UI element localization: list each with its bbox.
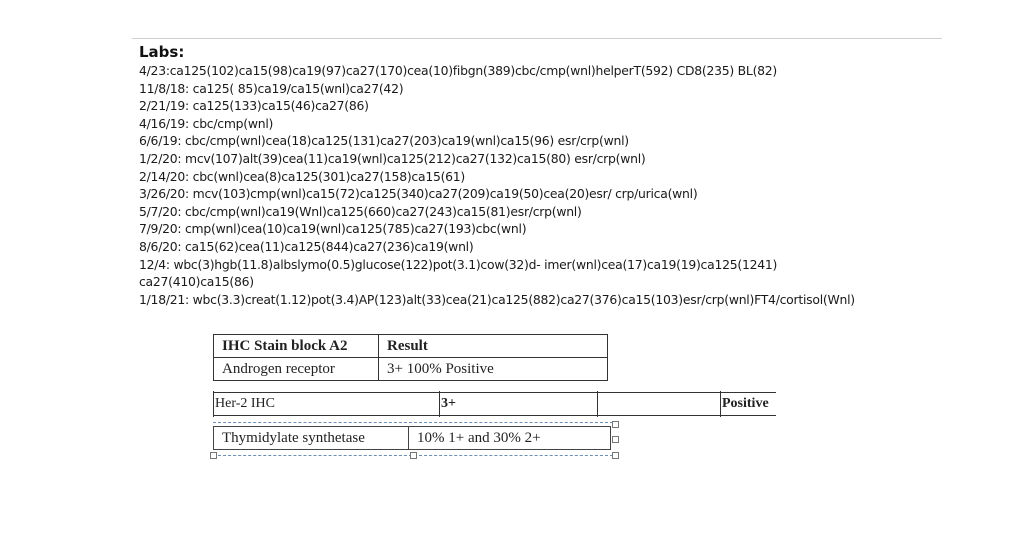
labs-heading: Labs: — [139, 43, 185, 61]
selection-border-top — [213, 422, 613, 423]
lab-entry: ca27(410)ca15(86) — [139, 274, 254, 290]
lab-entry: 12/4: wbc(3)hgb(11.8)albslymo(0.5)glucose(122)pot(3.1)cow(32)d- imer(wnl)cea(17)ca19(19)ca125(1241) — [139, 256, 778, 272]
header-cell-result: Result — [379, 335, 608, 358]
her2-label: Her-2 IHC — [215, 396, 275, 411]
cell-divider — [597, 391, 598, 417]
lab-entry: 6/6/19: cbc/cmp(wnl)cea(18)ca125(131)ca27(203)ca19(wnl)ca15(96) esr/crp(wnl) — [139, 133, 629, 149]
cell-androgen-result: 3+ 100% Positive — [379, 358, 608, 381]
lab-entry: 2/14/20: cbc(wnl)cea(8)ca125(301)ca27(158)ca15(61) — [139, 168, 466, 184]
table-header-row — [214, 335, 608, 358]
lab-entry: 11/8/18: ca125( 85)ca19/ca15(wnl)ca27(42) — [139, 80, 404, 96]
lab-entry: 4/23:ca125(102)ca15(98)ca19(97)ca27(170)cea(10)fibgn(389)cbc/cmp(wnl)helperT(592) CD8(235) BL(82) — [139, 63, 778, 78]
thymidylate-table[interactable] — [213, 426, 611, 450]
table-row — [214, 427, 611, 450]
resize-handle[interactable] — [612, 421, 619, 428]
lab-entry: 3/26/20: mcv(103)cmp(wnl)ca15(72)ca125(340)ca27(209)ca19(50)cea(20)esr/ crp/urica(wnl) — [139, 186, 698, 202]
labs-list — [139, 62, 959, 308]
cell-androgen-receptor: Androgen receptor — [214, 358, 379, 381]
resize-handle[interactable] — [612, 436, 619, 443]
ihc-stain-table — [213, 334, 608, 381]
lab-entry: 1/18/21: wbc(3.3)creat(1.12)pot(3.4)AP(123)alt(33)cea(21)ca125(882)ca27(376)ca15(103)esr/crp(wnl)FT4/cortisol(Wnl) — [139, 291, 855, 307]
cell-divider — [439, 391, 440, 417]
resize-handle[interactable] — [410, 452, 417, 459]
lab-entry: 4/16/19: cbc/cmp(wnl) — [139, 115, 274, 131]
lab-entry: 1/2/20: mcv(107)alt(39)cea(11)ca19(wnl)ca125(212)ca27(132)ca15(80) esr/crp(wnl) — [139, 150, 646, 166]
resize-handle[interactable] — [612, 452, 619, 459]
lab-entry: 2/21/19: ca125(133)ca15(46)ca27(86) — [139, 98, 369, 114]
lab-entry: 8/6/20: ca15(62)cea(11)ca125(844)ca27(236)ca19(wnl) — [139, 238, 474, 254]
resize-handle[interactable] — [210, 452, 217, 459]
cell-thymidylate-value: 10% 1+ and 30% 2+ — [409, 427, 611, 450]
cell-divider — [720, 391, 721, 417]
her2-row — [213, 392, 776, 416]
labs-section — [139, 42, 959, 308]
lab-entry: 7/9/20: cmp(wnl)cea(10)ca19(wnl)ca125(785)ca27(193)cbc(wnl) — [139, 221, 527, 237]
her2-result: Positive — [722, 396, 769, 411]
table-row — [214, 358, 608, 381]
cell-thymidylate-label: Thymidylate synthetase — [214, 427, 409, 450]
top-divider — [132, 38, 942, 39]
header-cell-stain: IHC Stain block A2 — [214, 335, 379, 358]
her2-score: 3+ — [441, 396, 456, 411]
cell-divider — [213, 391, 214, 417]
lab-entry: 5/7/20: cbc/cmp(wnl)ca19(Wnl)ca125(660)ca27(243)ca15(81)esr/crp(wnl) — [139, 203, 582, 219]
